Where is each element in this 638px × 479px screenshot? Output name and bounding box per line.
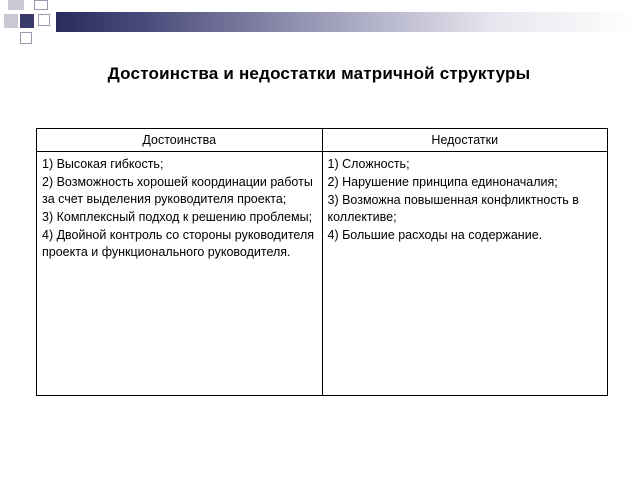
advantage-item: 3) Комплексный подход к решению проблемы; xyxy=(42,210,313,224)
decor-square-3 xyxy=(4,14,18,28)
header-advantages: Достоинства xyxy=(37,129,323,152)
header-disadvantages: Недостатки xyxy=(322,129,608,152)
decor-square-2 xyxy=(34,0,48,10)
slide-title: Достоинства и недостатки матричной структуры xyxy=(107,64,531,83)
table-header-row xyxy=(37,129,608,152)
disadvantage-item: 2) Нарушение принципа единоначалия; xyxy=(327,175,558,189)
disadvantage-item: 4) Большие расходы на содержание. xyxy=(327,228,543,242)
decor-square-6 xyxy=(20,32,32,44)
advantage-item: 2) Возможность хорошей координации работы за счет выделения руководителя проекта; xyxy=(42,175,313,206)
advantages-cell xyxy=(37,152,323,396)
disadvantage-item: 3) Возможна повышенная конфликтность в коллективе; xyxy=(327,193,579,224)
disadvantages-cell xyxy=(322,152,608,396)
header-gradient-bar xyxy=(56,12,638,32)
decor-square-5 xyxy=(38,14,50,26)
decor-square-4 xyxy=(20,14,34,28)
comparison-table xyxy=(36,128,608,396)
advantage-item: 4) Двойной контроль со стороны руководителя проекта и функционального руководителя. xyxy=(42,228,315,259)
table-row xyxy=(37,152,608,396)
advantage-item: 1) Высокая гибкость; xyxy=(42,157,164,171)
disadvantage-item: 1) Сложность; xyxy=(327,157,410,171)
decor-square-1 xyxy=(8,0,24,10)
